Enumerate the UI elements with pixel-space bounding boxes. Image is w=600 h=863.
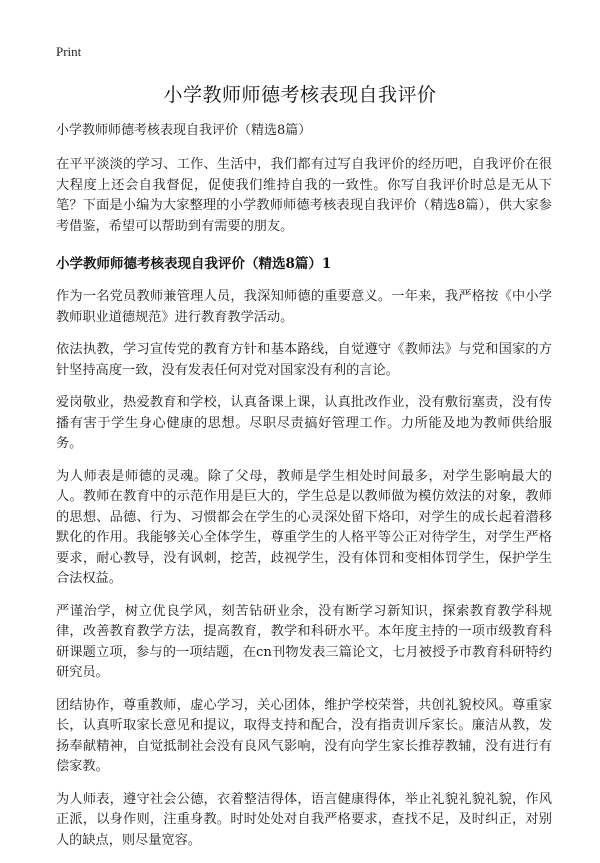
document-body bbox=[56, 121, 552, 863]
print-link[interactable]: Print bbox=[56, 44, 82, 59]
page-title: 小学教师师德考核表现自我评价 bbox=[163, 84, 437, 106]
body-paragraph: 为人师表，遵守社会公德，衣着整洁得体，语言健康得体，举止礼貌礼貌礼貌，作风正派，以身作则，注重身教。时时处处对自我严格要求，查找不足，及时纠正，对别人的缺点，则尽量宽容。 bbox=[56, 791, 552, 848]
intro-paragraph: 在平平淡淡的学习、工作、生活中，我们都有过写自我评价的经历吧，自我评价在很大程度上还会自我督促，促使我们维持自我的一致性。你写自我评价时总是无从下笔？下面是小编为大家整理的小学教师师德考核表现自我评价（精选8篇），供大家参考借鉴，希望可以帮助到有需要的朋友。 bbox=[56, 157, 552, 234]
body-paragraph: 严谨治学，树立优良学风，刻苦钻研业余，没有断学习新知识，探索教育教学科规律，改善教育教学方法，提高教育，教学和科研水平。本年度主持的一项市级教育科研课题立项，参与的一项结题，在cn刊物发表三篇论文，七月被授予市教育科研特约研究员。 bbox=[56, 603, 552, 680]
body-paragraph: 作为一名党员教师兼管理人员，我深知师德的重要意义。一年来，我严格按《中小学教师职业道德规范》进行教育教学活动。 bbox=[56, 289, 552, 325]
body-paragraph: 爱岗敬业，热爱教育和学校，认真备课上课，认真批改作业，没有敷衍塞责，没有传播有害于学生身心健康的思想。尽职尽责搞好管理工作。力所能及地为教师供给服务。 bbox=[56, 395, 552, 451]
section-heading: 小学教师师德考核表现自我评价（精选8篇）1 bbox=[56, 256, 332, 272]
body-paragraph: 依法执教，学习宣传党的教育方针和基本路线，自觉遵守《教师法》与党和国家的方针坚持高度一致，没有发表任何对党对国家没有利的言论。 bbox=[56, 342, 552, 378]
body-paragraph: 团结协作，尊重教师，虚心学习，关心团体，维护学校荣誉，共创礼貌校风。尊重家长，认真听取家长意见和提议，取得支持和配合，没有指责训斥家长。廉洁从教，发扬奉献精神，自觉抵制社会没有良风气影响，没有向学生家长推荐教辅，没有进行有偿家教。 bbox=[56, 697, 552, 774]
document-subtitle: 小学教师师德考核表现自我评价（精选8篇） bbox=[56, 123, 312, 138]
body-paragraph: 为人师表是师德的灵魂。除了父母，教师是学生相处时间最多，对学生影响最大的人。教师在教育中的示范作用是巨大的，学生总是以教师做为模仿效法的对象，教师的思想、品德、行为、习惯都会在学生的心灵深处留下烙印，对学生的成长起着潜移默化的作用。我能够关心全体学生，尊重学生的人格平等公正对待学生，对学生严格要求，耐心教导，没有讽刺，挖苦，歧视学生，没有体罚和变相体罚学生，保护学生合法权益。 bbox=[56, 468, 552, 586]
